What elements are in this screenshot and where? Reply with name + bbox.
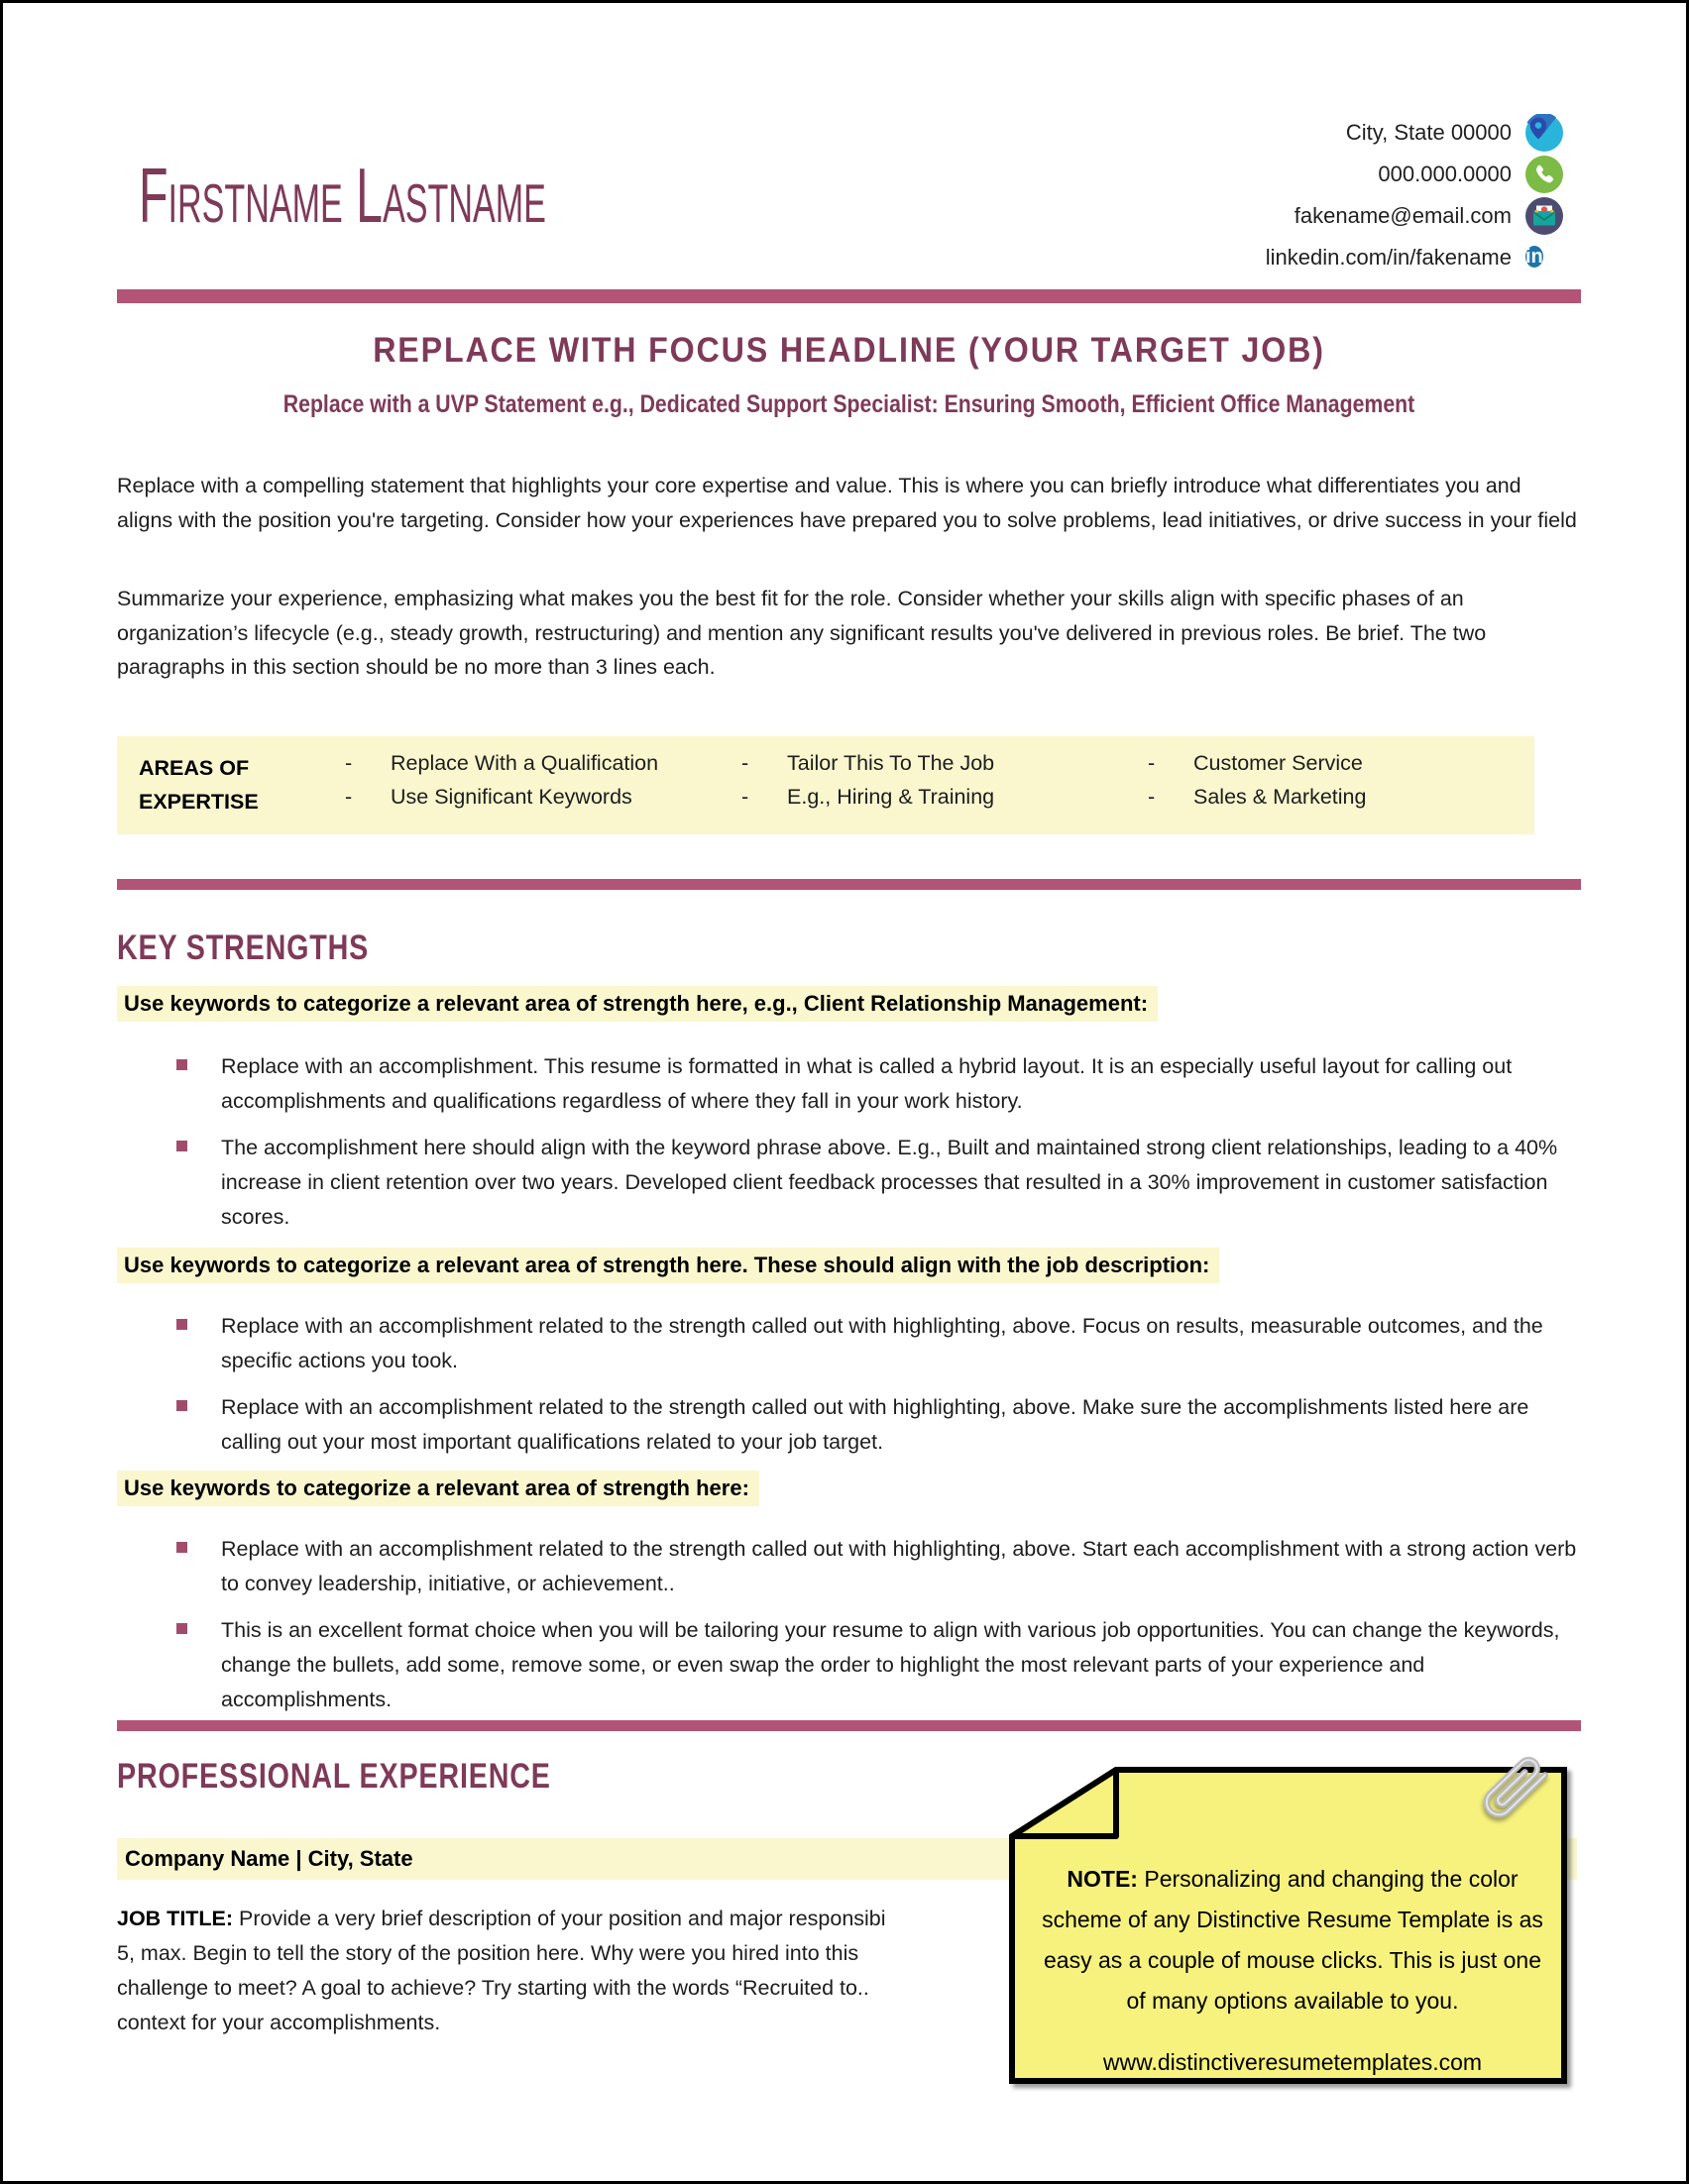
expertise-item: Sales & Marketing: [1193, 785, 1367, 809]
contact-row-location: [1266, 112, 1563, 154]
job-line: context for your accomplishments.: [117, 2011, 441, 2034]
contact-row-linkedin[interactable]: [1266, 237, 1563, 278]
contact-row-phone: [1266, 154, 1563, 195]
bullet-square-icon: [176, 1319, 187, 1330]
dash-separator: -: [345, 785, 353, 809]
bullet-square-icon: [176, 1542, 187, 1553]
strength-keyword-line: Use keywords to categorize a relevant area of strength here, e.g., Client Relationship Management:: [117, 991, 1158, 1017]
bullet-square-icon: [176, 1141, 187, 1151]
summary-paragraph-1: Replace with a compelling statement that highlights your core expertise and value. This is where you can briefly introduce what differentiates you and aligns with the position you're targeting. Consider how your experiences have prepared you to solve problems, lead initiatives, or drive success in your field: [117, 474, 1577, 532]
expertise-item: Customer Service: [1193, 751, 1363, 775]
location-text: City, State 00000: [1345, 120, 1512, 145]
uvp-statement: Replace with a UVP Statement e.g., Dedicated Support Specialist: Ensuring Smooth, Efficient Office Management: [282, 390, 1415, 418]
note-url[interactable]: www.distinctiveresumetemplates.com: [1102, 2049, 1483, 2075]
strength-keyword-line: Use keywords to categorize a relevant area of strength here. These should align with the job description:: [117, 1253, 1219, 1278]
expertise-item: Tailor This To The Job: [787, 751, 995, 775]
email-text[interactable]: fakename@email.com: [1294, 203, 1512, 228]
dash-separator: -: [741, 751, 749, 775]
location-icon: [1525, 114, 1563, 152]
sticky-note-text: NOTE: Personalizing and changing the color scheme of any Distinctive Resume Template is as easy as a couple of mouse clicks. This is just one of many options available to you. www.distinctiveresumetemplates.com: [1038, 1859, 1547, 2083]
header-divider-bar: [117, 289, 1581, 303]
bullet-square-icon: [176, 1623, 187, 1634]
list-item: This is an excellent format choice when you will be tailoring your resume to align with various job opportunities. You can change the keywords, change the bullets, add some, remove some, or even swap the order to highlight the most relevant parts of your experience and accomplishments.: [176, 1613, 1564, 1717]
areas-of-expertise-label: AREAS OF EXPERTISE: [139, 756, 259, 814]
key-strengths-heading: KEY STRENGTHS: [117, 928, 370, 967]
linkedin-text[interactable]: linkedin.com/in/fakename: [1265, 245, 1512, 270]
areas-of-expertise-box: [117, 736, 1534, 834]
bullet-square-icon: [176, 1059, 187, 1070]
note-label: NOTE:: [1067, 1866, 1138, 1892]
expertise-item: Use Significant Keywords: [391, 785, 632, 809]
dash-separator: -: [1148, 751, 1156, 775]
job-line: JOB TITLE: Provide a very brief description of your position and major responsibi: [117, 1907, 886, 1930]
dash-separator: -: [1148, 785, 1156, 809]
dash-separator: -: [345, 751, 353, 775]
email-icon: [1525, 197, 1563, 235]
focus-headline: REPLACE WITH FOCUS HEADLINE (YOUR TARGET JOB): [373, 331, 1325, 370]
professional-experience-heading: PROFESSIONAL EXPERIENCE: [117, 1757, 551, 1796]
strength-keyword-line: Use keywords to categorize a relevant area of strength here:: [117, 1475, 759, 1501]
expertise-row: [117, 751, 1534, 785]
page-title: Firstname Lastname: [139, 152, 546, 239]
job-line: 5, max. Begin to tell the story of the position here. Why were you hired into this: [117, 1941, 859, 1965]
contact-block: [1266, 112, 1563, 278]
expertise-item: Replace With a Qualification: [391, 751, 659, 775]
contact-row-email[interactable]: [1266, 195, 1563, 237]
company-line: Company Name | City, State: [117, 1838, 1577, 1880]
expertise-item: E.g., Hiring & Training: [787, 785, 995, 809]
job-title-label: JOB TITLE:: [117, 1907, 234, 1930]
list-item: Replace with an accomplishment. This resume is formatted in what is called a hybrid layout. It is an especially useful layout for calling out accomplishments and qualifications regardless of where they fall in your work history.: [176, 1049, 1564, 1119]
summary-paragraph-2: Summarize your experience, emphasizing what makes you the best fit for the role. Consider whether your skills align with specific phases of an organization’s lifecycle (e.g., steady growth, restructuring) and mention any significant results you've delivered in previous roles. Be brief. The two paragraphs in this section should be no more than 3 lines each.: [117, 587, 1487, 679]
list-item: Replace with an accomplishment related to the strength called out with highlighting, above. Start each accomplishment with a strong action verb to convey leadership, initiative, or achievement..: [176, 1532, 1564, 1601]
list-item: Replace with an accomplishment related to the strength called out with highlighting, above. Focus on results, measurable outcomes, and the specific actions you took.: [176, 1309, 1564, 1378]
bullet-square-icon: [176, 1400, 187, 1411]
phone-icon: [1525, 156, 1563, 193]
list-item: Replace with an accomplishment related to the strength called out with highlighting, above. Make sure the accomplishments listed here are calling out your most important qualifications related to your job target.: [176, 1390, 1564, 1460]
job-line: challenge to meet? A goal to achieve? Try starting with the words “Recruited to..: [117, 1976, 869, 2000]
dash-separator: -: [741, 785, 749, 809]
expertise-row: [117, 785, 1534, 819]
section-divider-bar: [117, 1720, 1581, 1731]
phone-text: 000.000.0000: [1378, 162, 1512, 186]
section-divider-bar: [117, 879, 1581, 890]
list-item: The accomplishment here should align with the keyword phrase above. E.g., Built and maintained strong client relationships, leading to a 40% increase in client retention over two years. Developed client feedback processes that resulted in a 30% improvement in customer satisfaction scores.: [176, 1131, 1564, 1235]
linkedin-icon: in: [1525, 246, 1543, 268]
